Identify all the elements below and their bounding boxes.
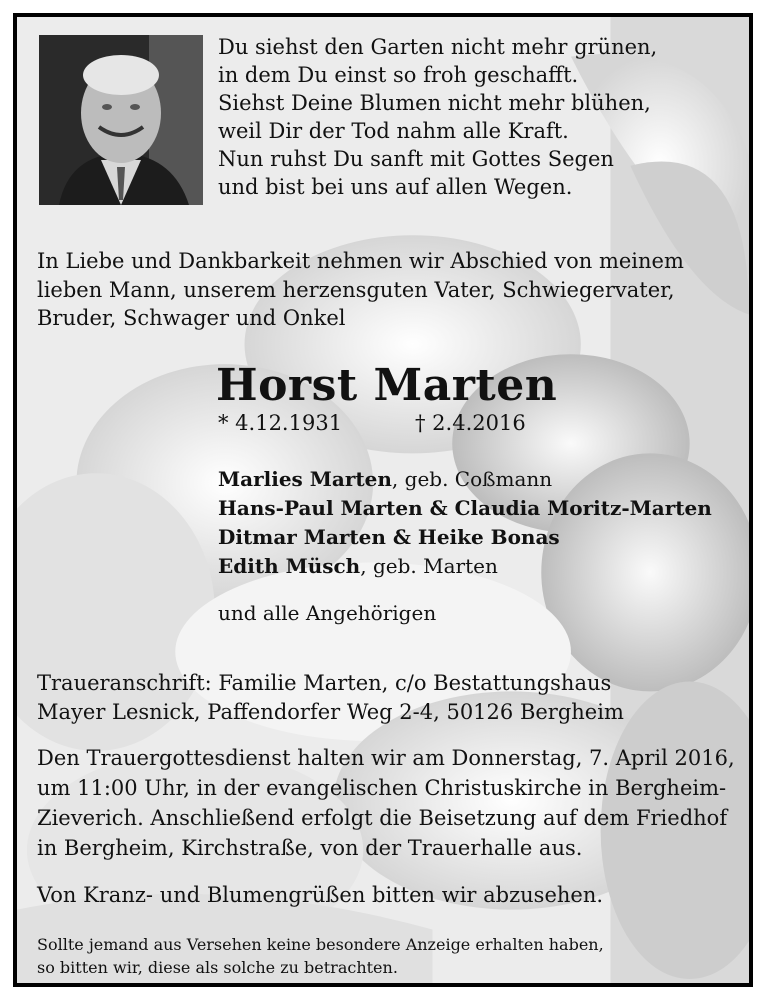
family-member-name: Marlies Marten [218, 467, 392, 491]
family-list [218, 465, 712, 581]
family-member [218, 494, 712, 523]
farewell-intro [37, 247, 684, 333]
poem-line: Du siehst den Garten nicht mehr grünen, [218, 35, 658, 59]
funeral-service-info [37, 743, 735, 863]
family-member-name: Hans-Paul Marten & Claudia Moritz-Marten [218, 496, 712, 520]
family-member-suffix: , geb. Coßmann [391, 467, 553, 491]
service-line: Den Trauergottesdienst halten wir am Donnerstag, 7. April 2016, [37, 746, 735, 770]
service-line: in Bergheim, Kirchstraße, von der Trauerhalle aus. [37, 836, 583, 860]
address-line: Traueranschrift: Familie Marten, c/o Bestattungshaus [37, 671, 612, 695]
death-date: † 2.4.2016 [415, 411, 526, 435]
poem-line: und bist bei uns auf allen Wegen. [218, 175, 573, 199]
service-line: Zieverich. Anschließend erfolgt die Beisetzung auf dem Friedhof [37, 806, 728, 830]
notice-line: so bitten wir, diese als solche zu betrachten. [37, 958, 398, 977]
poem-line: Nun ruhst Du sanft mit Gottes Segen [218, 147, 614, 171]
notice-footnote [37, 933, 604, 979]
portrait-photo [39, 35, 203, 205]
poem-line: weil Dir der Tod nahm alle Kraft. [218, 119, 569, 143]
relatives-line: und alle Angehörigen [218, 601, 437, 625]
family-member-name: Edith Müsch [218, 554, 361, 578]
intro-line: Bruder, Schwager und Onkel [37, 306, 346, 330]
birth-date: * 4.12.1931 [218, 411, 343, 435]
service-line: um 11:00 Uhr, in der evangelischen Christuskirche in Bergheim- [37, 776, 727, 800]
deceased-name: Horst Marten [216, 360, 558, 411]
family-member [218, 465, 712, 494]
obituary-frame [13, 13, 753, 987]
poem-line: Siehst Deine Blumen nicht mehr blühen, [218, 91, 651, 115]
address-line: Mayer Lesnick, Paffendorfer Weg 2-4, 50126 Bergheim [37, 700, 624, 724]
intro-line: In Liebe und Dankbarkeit nehmen wir Abschied von meinem [37, 249, 684, 273]
family-member-name: Ditmar Marten & Heike Bonas [218, 525, 560, 549]
mourning-address [37, 669, 624, 727]
notice-line: Sollte jemand aus Versehen keine besondere Anzeige erhalten haben, [37, 935, 604, 954]
family-member [218, 552, 712, 581]
family-member-suffix: , geb. Marten [360, 554, 498, 578]
wreath-request: Von Kranz- und Blumengrüßen bitten wir abzusehen. [37, 883, 604, 907]
poem-line: in dem Du einst so froh geschafft. [218, 63, 579, 87]
intro-line: lieben Mann, unserem herzensguten Vater, Schwiegervater, [37, 277, 675, 302]
memorial-poem [218, 33, 657, 201]
family-member [218, 523, 712, 552]
